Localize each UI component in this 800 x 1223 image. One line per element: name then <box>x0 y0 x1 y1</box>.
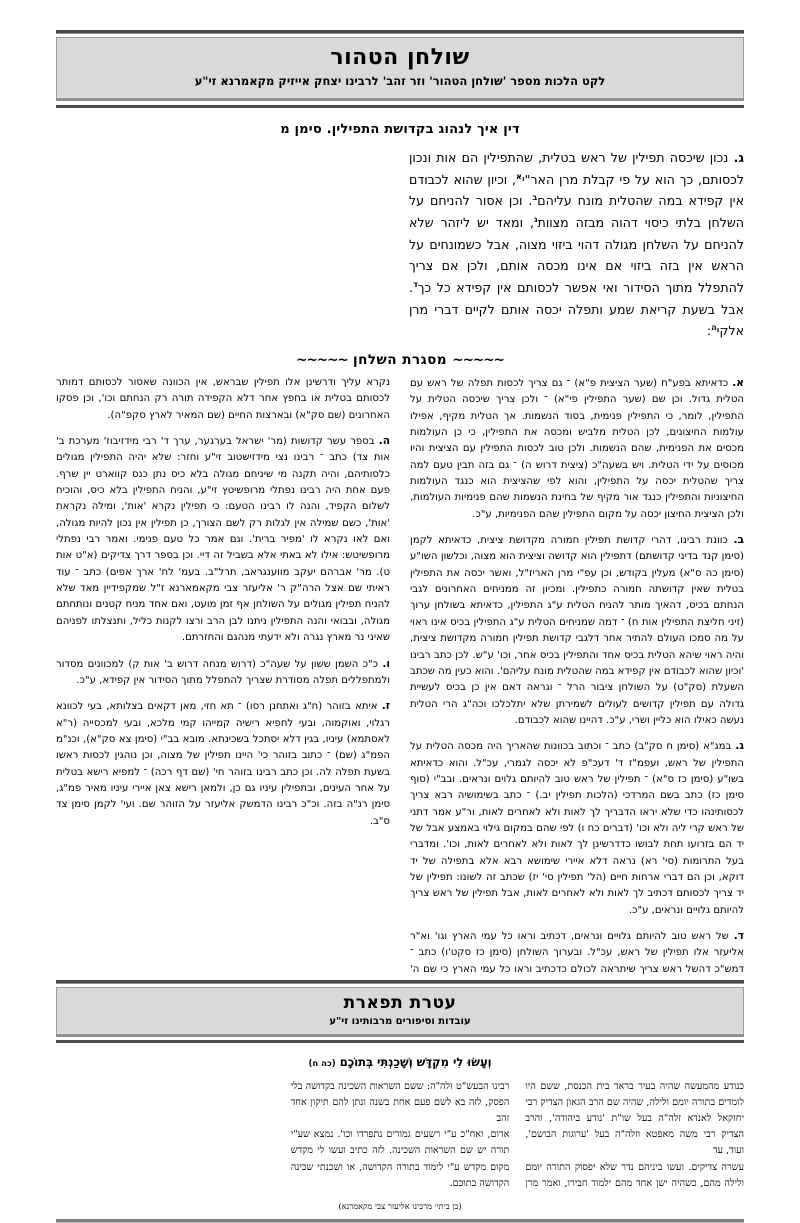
page-bottom-rule <box>56 1219 744 1223</box>
verse-heading <box>56 1055 744 1069</box>
commentary-mark: ג. <box>735 740 744 753</box>
commentary-note <box>56 698 390 830</box>
footnote-marker-gimel: ג <box>533 214 538 224</box>
halacha-text-4: , ומאד יש ליזהר שלא להניחם על השלחן מגולה דהוי ביזוי מצוה, אבל כשמונחים על הראש אין בזה ביזוי אם אינו מכסה אותם, ולכן אם צריך להתפלל מתוך הסידור ואי אפשר לכסותם אין קפידא כל כך <box>409 215 744 296</box>
commentary-body: כוונת רבינו, דהרי קדושת תפילין חמורה מקדושת ציצית, כדאיתא לקמן (סימן קנד בדיני קדושתם) דתפילין הוא קדושה וציצית הוא מצוה, וכלשון השו"ע (סימן כה ס"א) מעלין בקודש, וכן עפ"י מרן האריז"ל, ואשר יכסה את התפילין בטלית שאין קדושתה חמורה כתפילין. ומכיון זה ממניחים האחרונים לגבי הנחתם בכיס, דהאיך מותר להניח הטלית ע"ג התפילין, כדאיתא בשולחן ערוך (זיני חליצת התפילין אות ח) ־ דמה שמניחים הטלית ע"ג התפילין בכיס אינו ראוי על מה סמכו העולם להתיר אחר דלגבי קדושת תפילין חמורה מקדושת ציצית, והיה ראוי שיהא הטלית בכיס אחד והתפילין בכיס אחר, וכו' ע"ש. לכן כתב רבינו 'וכיון שהוא לכבודם אין קפידא במה שהטלית מונח עליהם'. והוא כעין מה שכתב השעלת (סק"ט) על השולחן ציבור הרל ־ וגראה דאם אין כן בכיס לעשיית גדולה עם תפילין קדושים לעולים לשמירתן שלא יתלכלכו וכה"ג הרי הטלית נעשה כאילו הוא כליין ושרי, ע"כ. דהיינו שהוא לכבודם. <box>410 535 744 726</box>
footnote-marker-hey: ה <box>711 323 717 333</box>
lower-masthead-rule-bottom <box>56 1040 744 1043</box>
halacha-paragraph <box>409 147 744 342</box>
footnote-marker-dalet: ד <box>413 279 418 289</box>
commentary-mark: ה. <box>378 435 390 448</box>
publication-title: שולחן הטהור <box>330 45 470 70</box>
commentary-mark: ז. <box>381 700 390 713</box>
lower-section-subtitle: עובדות וסיפורים מרבותינו זי"ע <box>329 1016 471 1027</box>
masthead-rule-top <box>56 30 744 34</box>
commentary-note <box>410 375 744 523</box>
story-attribution: (בן ביתי׳ מרבינו אליעזר צבי מקאמרנא) <box>338 1201 462 1211</box>
squiggle-right-ornament: ~~~~~ <box>452 352 504 368</box>
publication-subtitle: לקט הלכות מספר 'שולחן הטהור' וזר זהב' לרבינו יצחק אייזיק מקאמרנא זי"ע <box>194 74 606 89</box>
story-column-text: אדום, ואח"כ ע"י רשעים גמורים נתפרדו וכו'. נמצא שע"י תורה יש שם השראות השכינה. לזה כתיב ועשו לי מקדש מקום מקדש ע"י לימוד בתורה הקדושה, או ושכנתי שכינה הקדושה בתוכם. <box>290 1129 510 1189</box>
commentary-note <box>56 656 390 690</box>
commentary-mark: א. <box>732 377 744 389</box>
masthead-banner <box>56 37 744 99</box>
commentary-mark: ו. <box>382 657 391 670</box>
commentary-note <box>410 738 744 919</box>
squiggle-left-ornament: ~~~~~ <box>296 352 348 368</box>
commentary-mark: ב. <box>733 534 744 547</box>
commentary-body: של ראש טוב להיותם גלויים ונראים, דכתיב וראו כל עמי הארץ וגו' וא"ר אליעזר אלו תפילין של ראש, עכ"ל. ובערוך השולחן (סימן כז סקט'ו) כתב ־ דמש"כ דהשל ראש צריך שיתראה לכולם כדכתיב וראו כל עמי הארץ כי שם ה' נקרא עליך ודרשינן אלו תפילין שבראש, אין הכוונה שאסור לכסותם דמותר לכסותם בטלית או בחפץ אחר דלא הקפידה תורה רק הנחתם וכו', וכן פסקו האחרונים (שם סק"א) ובארצות החיים (שם המאיר לארץ סקפ"ה). <box>56 377 744 975</box>
halacha-text-6: : <box>706 323 712 339</box>
lower-masthead-banner <box>56 987 744 1035</box>
siman-heading: דין איך לנהוג בקדושת התפילין. סימן מ <box>280 122 520 138</box>
commentary-columns <box>56 375 744 980</box>
commentary-body: כ"כ השמן ששון על שעה"כ (דרוש מנחה דרוש ב' אות ק) למכוונים מסדור ולמתפללים תפלה מסודרת שצריך להתפלל מתוך הסידור אין קפידא, ע"כ. <box>56 658 390 686</box>
halacha-text-3: . וכן אסור להניחם על השלחן בלתי כיסוי דהוה מבזה מצוות <box>409 193 745 231</box>
halacha-text-2: , וכיון שהוא לכבודם אין קפידא במה שהטלית מונח עליהם <box>409 171 745 209</box>
commentary-body: כדאיתא בפע"ח (שער הציצית פ"א) ־ גם צריך לכסות תפלה של ראש עם הטלית גדול. וכן שם (שער התפילין פי"א) ־ ולכן צריך שיכסה הטלית על התפילין, לומר, כי התפילין פנימית, בסוד הנשמות. אך הטלית מקיף, אפילו עולמות החיצונים, לכן הטלית מלביש ומכסה את התפילין, כי כן העולמות מכסים את הפנימית, שהם הנשמות. ולכן טוב לכסות התפילין עם הציצית והיו מכוסים על ידי הטלית. ויש בשעה"כ (ציצית דרוש ה) ־ גם בזה תבין טעם למה צריך שהטלית יכסה על התפילין, והוא לפי שהציצית הוא כנגד העולמות החיצוניות והתפילין כנגד אור מקיף של בחינת הנשמות שהם פנימיות העולמות, ולכן הציצית החיצון יכסה על מקום התפילין שהם הפנימיות, ע"כ. <box>410 378 744 520</box>
story-columns <box>56 1079 744 1197</box>
story-column-text: עשרה צדיקים. ועשו ביניהם נדר שלא יפסוק התורה יומם ולילה מהם, כשהיה ישן אחד מהם ילמוד חבירו, ואמר מרן רבינו הבעש"ט זלה"ה: ששם השראות השכינה בקדושה בלי הפסק, לזה בא לשם פעם אחת בשנה ונתן להם תיקון אחד זהב <box>290 1081 744 1189</box>
verse-reference: (כה ח) <box>308 1059 336 1069</box>
halacha-text-5: . אבל בשעת קריאת שמע ותפלה יכסה אותם לקיים דברי מרן אלקי <box>409 280 744 339</box>
commentary-note <box>56 433 390 646</box>
main-halacha-columns <box>56 147 744 346</box>
lower-section-title: עטרת תפארת <box>343 993 457 1013</box>
misgeret-heading-label: מסגרת השלחן <box>352 352 448 368</box>
commentary-note <box>410 532 744 729</box>
halacha-text-1: נכון שיכסה תפילין של ראש בטלית, שהתפילין הם אות ונכון לכסותם, כך הוא על פי קבלת מרן האר"י <box>409 150 744 187</box>
verse-text: וְעָשׂוּ לִי מִקְדָּשׁ וְשָׁכַנְתִּי בְּתוֹכָם <box>339 1055 492 1069</box>
footnote-marker-alef: א <box>516 171 522 181</box>
commentary-body: איתא בזוהר (ח"ג ואתחנן רסו) ־ תא חזי, מאן דקאים בצלותא, בעי לכוונא רגלוי, ואוקמוה, ובעי לחפיא רישיה קמייהו קמי מלכא, ובעי למכסייה (ר"א לאסתמא) עיניו, בגין דלא יסתכל בשכינתא. מובא בב"י (סימן צא סק"א), וכנ"מ הפמ"ג (שם) ־ כתוב בזוהר כי' היינו תפילין של מצוה, וכן נוהגין לכסות ראשו בשעת תפלה לה. וכן כתב רבינו בזוהר חי' (שם דף רכה) ־ למפיא רישא בטלית על אחר העינים, ובתפילין עיניו גם כן, ולמאן רישא צאן איירי עיניו מאיר פמ"ג, סימן רנ"ה בזה. וכ"כ רבינו הדמשק אליעזר על הזוהר שם. ועי' לקמן סימן צד ס"ב. <box>56 701 390 827</box>
footnote-marker-bet: ב <box>532 193 538 203</box>
misgeret-heading <box>56 352 744 368</box>
commentary-body: במג"א (סימן ח סק"ב) כתב ־ וכתוב בכוונות שהאריך היה מכסה הטלית על התפילין של ראש, ועפמ"ז ד' דעכ"פ לא יכסה לגמרי, עכ"ל. והוא כדאיתא בשו"ע (סימן כז ס"א) ־ תפילין של ראש טוב להיותם גלוים ונראים. ובב"י (סוף סימן כז) כתב בשם המרדכי (הלכות תפילין יב.) ־ כתב בשימושיה רבא צריך לכסותינהו כדי שלא יראו הדבריך לך לאות ולא לאחרים לאות, ור"ע אמר דתני של ראש קרי ליה ולא וכו' (דברים כח ו) לפי שהם במקום גילוי באמצע אבל של יד הם בזרועו תחת לבושו כדדרשינן לך לאות ולא לאחרים לאות, וכו'. ומדברי בעל התרומות (סי' רא) נראה דלא איירי שימושא רבא אלא בתפילה של יד דוקא, וכן הם דברי ארחות חיים (הל' תפילין סי' יז) שכתב זה לשונו: תפילין של יד צריך לכסותם דכתיב לך לאות ולא לאחרים לאות, אבל תפילין של ראש צריך להיותם גלויים ונראים, ע"כ. <box>410 741 744 916</box>
commentary-body: בספר עשר קדושות (מר' ישראל בערגער, ערך ד' רבי מידזיבוז' מערכת ב' אות צד) כתב ־ רבינו נצי מידזישטוב זי"ע וחזר: שלא יהיה התפילין מגולים כלסותיהם, והיה תקנה מי שיניחם מגולה בלא כיס נתן כנס קווארט יין שרף. פעם אחת היה רבינו נפתלי מרופשיטץ זי"ע, והניח התפילין בלא כיס, והוכיח לשלום הקפיד, והנה לו רבינו הטעם: כי תפילין נקרא 'אות', ומילה נקראת 'אות', כשם שמילה אין לגלות רק לשם הצורך, כן תפילין אין נכון להיות מגולה, ואם לאו נקרא לו 'מפיר ברית'. וגם אמר כל טעם פנימי. ואמר רבי נפתלי מרופשיטש: אילו לא באתי אלא בשביל זה דיי. וכן בספר דרך צדיקים (א"ט אות ט). מר' אברהם יעקב מווענגראב, תרל"ב. בעמ' לח' ארך אפים) כתב ־ עוד ראיתי שם אצל הרה"ק ר' אליעזר צבי מקאמארנא ז"ל שמקפידיין מאד שלא להניח תפילין מגולים על השולחן אף זמן מועט, ואם אחד מניח קטנים ונותחתם מגולה, ובבואי והנה התפילין ניתנו לבן הרב ורצו לקנות כליל, ותנצלתו לפניהם שאיני נר מארץ נגרה ולא ידעתי מנהגם והחזרתם. <box>56 436 390 644</box>
story-column-text: כנודע מהמעשה שהיה בעיר בראד בית הכנסת, ששם היו לומדים בתורה יומם ולילה, שהיה שם הרב הגאון הצדיק רבי יחזקאל לאנדא זלה"ה בעל שו"ת 'נודע ביהודה', והרב הצדיק רבי משה מאפטא וזלה"ה בעל 'ערוגות הבושם', ועוד, עד <box>525 1081 744 1157</box>
lower-masthead-rule-top <box>56 980 744 984</box>
halacha-mark: ג. <box>733 150 744 166</box>
commentary-mark: ד. <box>733 930 744 942</box>
masthead-rule-bottom <box>56 105 744 108</box>
